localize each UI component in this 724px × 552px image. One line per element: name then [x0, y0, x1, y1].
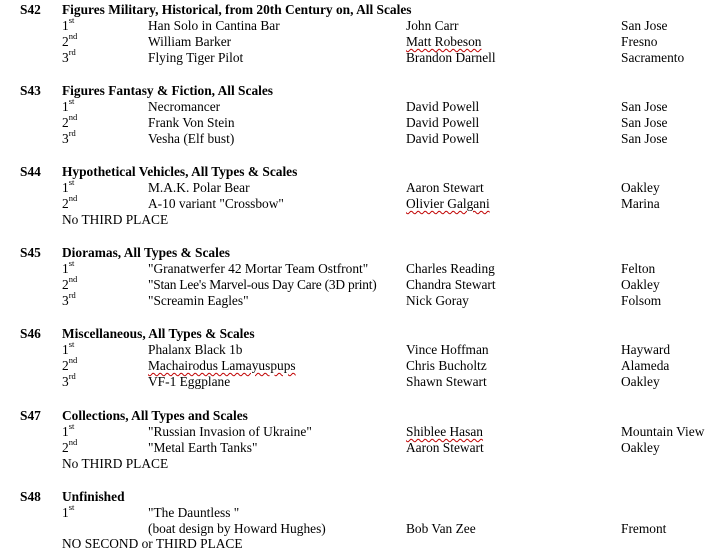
entry-title: Flying Tiger Pilot	[148, 50, 244, 65]
place-rank: 1st	[62, 421, 75, 439]
placing-row	[0, 521, 724, 537]
category-title: Collections, All Types and Scales	[62, 408, 248, 423]
entrant-name: Olivier Galgani	[406, 196, 490, 211]
category-title: Dioramas, All Types & Scales	[62, 245, 231, 260]
category-code: S42	[20, 2, 41, 17]
category-code: S44	[20, 164, 41, 179]
entrant-city: Fresno	[621, 34, 658, 49]
entrant-name: Charles Reading	[406, 261, 495, 276]
placing-row	[0, 274, 724, 293]
place-rank: 1st	[62, 339, 75, 357]
entrant-city: Hayward	[621, 342, 671, 357]
category-note-row	[0, 536, 724, 552]
place-rank: 3rd	[62, 128, 76, 146]
category-header	[0, 489, 724, 505]
place-rank: 1st	[62, 258, 75, 276]
place-rank: 3rd	[62, 47, 76, 65]
entrant-name: Chandra Stewart	[406, 277, 496, 292]
category-code: S43	[20, 83, 41, 98]
category-header	[0, 83, 724, 99]
placing-row	[0, 96, 724, 115]
placing-row	[0, 47, 724, 66]
placing-row	[0, 112, 724, 131]
entrant-city: Oakley	[621, 180, 660, 195]
entry-title: Phalanx Black 1b	[148, 342, 243, 357]
entrant-name: David Powell	[406, 115, 480, 130]
category-code: S48	[20, 489, 41, 504]
place-rank: 1st	[62, 96, 75, 114]
entrant-city: Sacramento	[621, 50, 685, 65]
category-header	[0, 326, 724, 342]
entrant-city: Alameda	[621, 358, 670, 373]
category-header	[0, 408, 724, 424]
entrant-name: Chris Bucholtz	[406, 358, 487, 373]
entrant-city: Oakley	[621, 374, 660, 389]
placing-row	[0, 258, 724, 277]
entrant-city: Marina	[621, 196, 660, 211]
entrant-name: John Carr	[406, 18, 459, 33]
entrant-name: Shiblee Hasan	[406, 424, 483, 439]
placing-row	[0, 31, 724, 50]
entrant-name: Vince Hoffman	[406, 342, 489, 357]
category-code: S47	[20, 408, 41, 423]
category-title: Figures Fantasy & Fiction, All Scales	[62, 83, 274, 98]
category-header	[0, 2, 724, 18]
placing-row	[0, 339, 724, 358]
entrant-city: San Jose	[621, 115, 668, 130]
placing-row	[0, 15, 724, 34]
entry-title: Necromancer	[148, 99, 221, 114]
category-note: NO SECOND or THIRD PLACE	[62, 536, 243, 551]
entrant-name: Matt Robeson	[406, 34, 482, 49]
entrant-name: David Powell	[406, 99, 480, 114]
entrant-city: San Jose	[621, 99, 668, 114]
placing-row	[0, 421, 724, 440]
entrant-name: Aaron Stewart	[406, 440, 484, 455]
placing-row	[0, 502, 724, 521]
entry-title: "Russian Invasion of Ukraine"	[148, 424, 312, 439]
entrant-name: Nick Goray	[406, 293, 469, 308]
placing-row	[0, 128, 724, 147]
placing-row	[0, 437, 724, 456]
entrant-city: San Jose	[621, 18, 668, 33]
entrant-name: Bob Van Zee	[406, 521, 476, 536]
entrant-name: Aaron Stewart	[406, 180, 484, 195]
placing-row	[0, 290, 724, 309]
entry-title: Machairodus Lamayuspups	[148, 358, 296, 373]
entry-title: "Granatwerfer 42 Mortar Team Ostfront"	[148, 261, 369, 276]
place-rank: 2nd	[62, 31, 78, 49]
category-note: No THIRD PLACE	[62, 212, 169, 227]
category-title: Hypothetical Vehicles, All Types & Scales	[62, 164, 298, 179]
entrant-city: Felton	[621, 261, 656, 276]
category-note: No THIRD PLACE	[62, 456, 169, 471]
entry-title: Han Solo in Cantina Bar	[148, 18, 280, 33]
entry-title: Frank Von Stein	[148, 115, 235, 130]
category-note-row	[0, 212, 724, 228]
category-header	[0, 164, 724, 180]
entrant-city: Folsom	[621, 293, 662, 308]
category-header	[0, 245, 724, 261]
place-rank: 2nd	[62, 112, 78, 130]
entry-title: Vesha (Elf bust)	[148, 131, 235, 146]
category-title: Figures Military, Historical, from 20th Century on, All Scales	[62, 2, 412, 17]
category-code: S46	[20, 326, 41, 341]
placing-row	[0, 355, 724, 374]
entrant-city: Fremont	[621, 521, 667, 536]
place-rank: 2nd	[62, 193, 78, 211]
entrant-name: Shawn Stewart	[406, 374, 487, 389]
entry-title: "The Dauntless "	[148, 505, 240, 520]
entry-title: "Stan Lee's Marvel-ous Day Care (3D print)	[148, 277, 377, 292]
place-rank: 1st	[62, 15, 75, 33]
entrant-city: Mountain View	[621, 424, 705, 439]
category-title: Miscellaneous, All Types & Scales	[62, 326, 255, 341]
entry-title: A-10 variant "Crossbow"	[148, 196, 284, 211]
category-title: Unfinished	[62, 489, 125, 504]
entry-title: VF-1 Eggplane	[148, 374, 231, 389]
entry-title: "Screamin Eagles"	[148, 293, 249, 308]
entrant-name: Brandon Darnell	[406, 50, 496, 65]
entrant-city: Oakley	[621, 277, 660, 292]
entry-title: William Barker	[148, 34, 232, 49]
place-rank: 1st	[62, 177, 75, 195]
entry-title: "Metal Earth Tanks"	[148, 440, 258, 455]
entrant-city: San Jose	[621, 131, 668, 146]
place-rank: 2nd	[62, 437, 78, 455]
category-note-row	[0, 456, 724, 472]
place-rank: 1st	[62, 502, 75, 520]
entry-title: M.A.K. Polar Bear	[148, 180, 250, 195]
place-rank: 2nd	[62, 355, 78, 373]
entrant-city: Oakley	[621, 440, 660, 455]
category-code: S45	[20, 245, 41, 260]
entrant-name: David Powell	[406, 131, 480, 146]
place-rank: 2nd	[62, 274, 78, 292]
placing-row	[0, 177, 724, 196]
placing-row	[0, 371, 724, 390]
placing-row	[0, 193, 724, 212]
place-rank: 3rd	[62, 290, 76, 308]
place-rank: 3rd	[62, 371, 76, 389]
entry-title: (boat design by Howard Hughes)	[148, 521, 326, 536]
